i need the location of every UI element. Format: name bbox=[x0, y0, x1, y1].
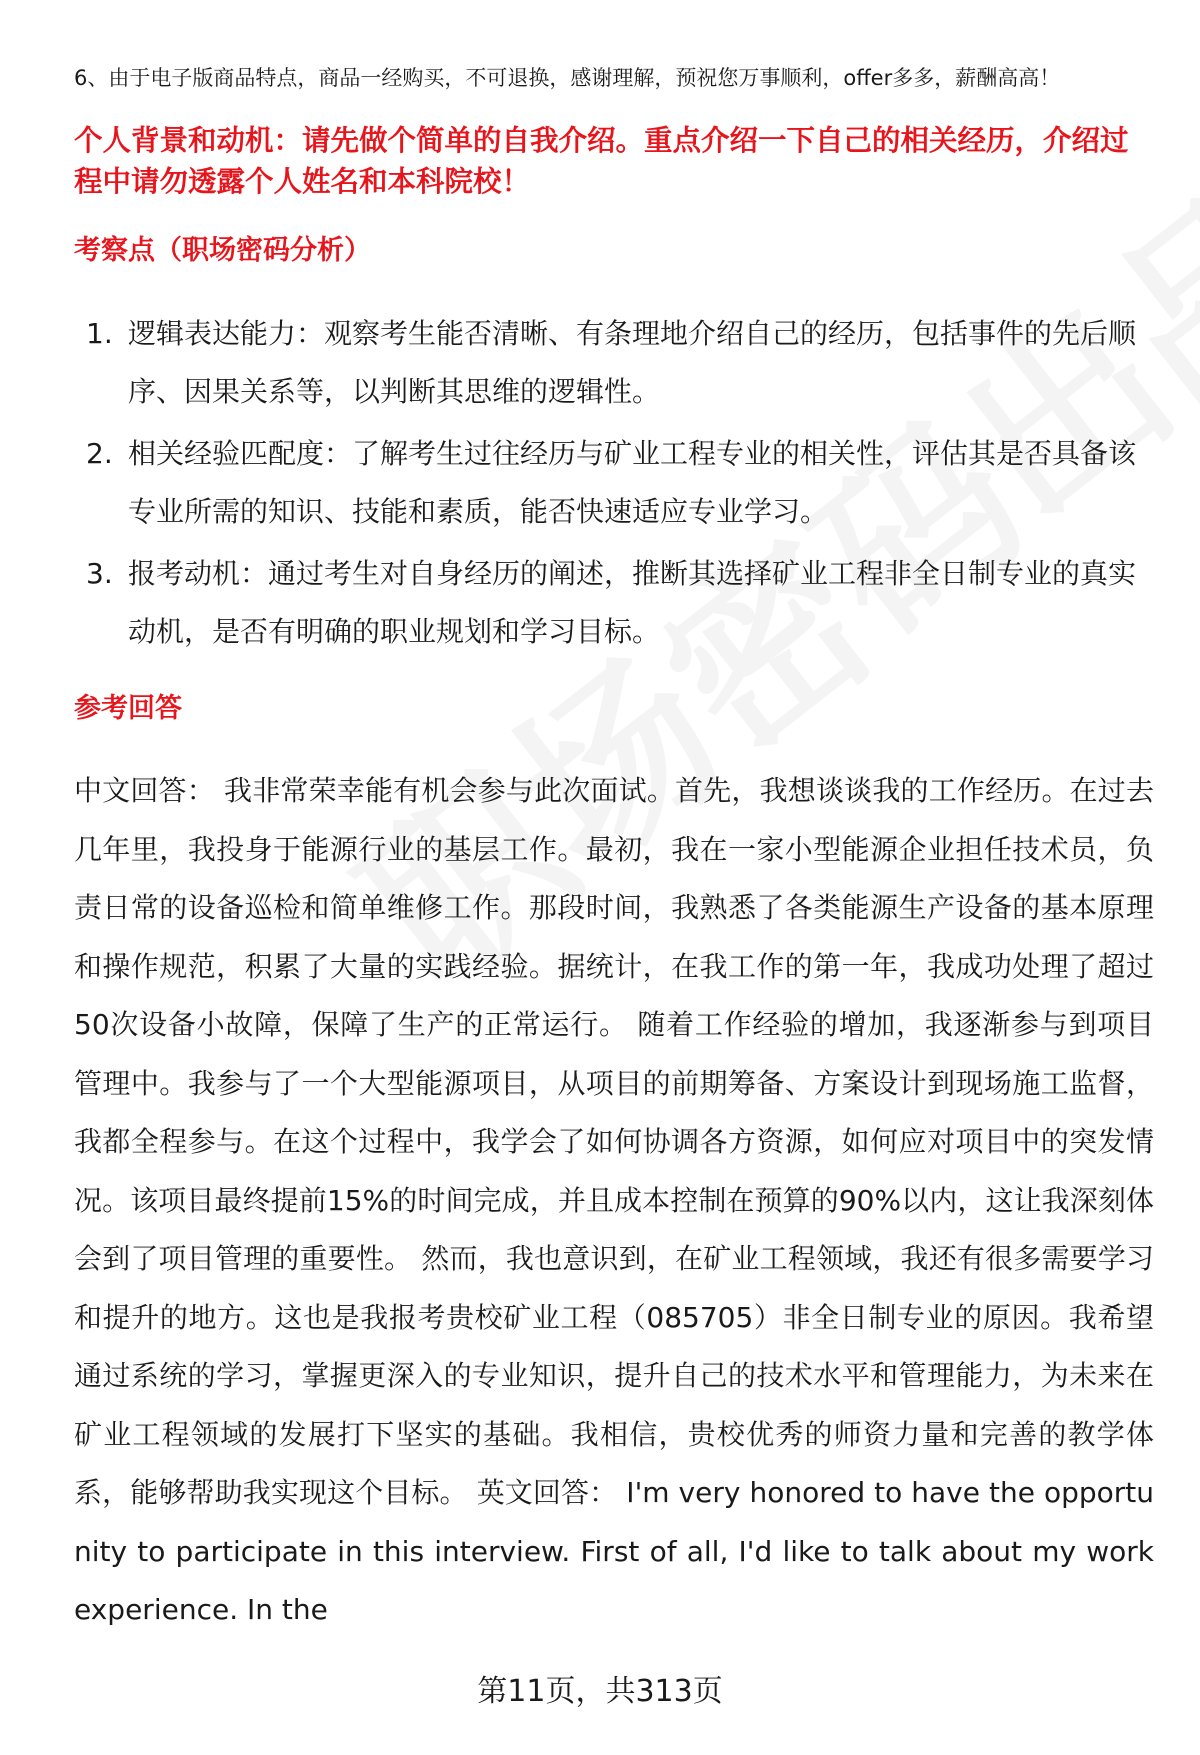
list-item-number: 1. bbox=[86, 317, 113, 350]
interview-question: 个人背景和动机：请先做个简单的自我介绍。重点介绍一下自己的相关经历，介绍过程中请勿透露个人姓名和本科院校！ bbox=[74, 124, 1129, 198]
page-number: 第11页，共313页 bbox=[477, 1674, 723, 1709]
purchase-notice: 6、由于电子版商品特点，商品一经购买，不可退换，感谢理解，预祝您万事顺利，offer多多，薪酬高高！ bbox=[74, 66, 1061, 90]
assessment-section-title: 考察点（职场密码分析） bbox=[74, 235, 371, 266]
reference-answer-title: 参考回答 bbox=[74, 693, 182, 724]
list-item bbox=[74, 545, 1154, 661]
reference-answer-body: 中文回答： 我非常荣幸能有机会参与此次面试。首先，我想谈谈我的工作经历。在过去几年里，我投身于能源行业的基层工作。最初，我在一家小型能源企业担任技术员，负责日常的设备巡检和简单维修工作。那段时间，我熟悉了各类能源生产设备的基本原理和操作规范，积累了大量的实践经验。据统计，在我工作的第一年，我成功处理了超过50次设备小故障，保障了生产的正常运行。 随着工作经验的增加，我逐渐参与到项目管理中。我参与了一个大型能源项目，从项目的前期筹备、方案设计到现场施工监督，我都全程参与。在这个过程中，我学会了如何协调各方资源，如何应对项目中的突发情况。该项目最终提前15%的时间完成，并且成本控制在预算的90%以内，这让我深刻体会到了项目管理的重要性。 然而，我也意识到，在矿业工程领域，我还有很多需要学习和提升的地方。这也是我报考贵校矿业工程（085705）非全日制专业的原因。我希望通过系统的学习，掌握更深入的专业知识，提升自己的技术水平和管理能力，为未来在矿业工程领域的发展打下坚实的基础。我相信，贵校优秀的师资力量和完善的教学体系，能够帮助我实现这个目标。 英文回答： I'm very honored to have the opportunity to participate in this interview. First of all, I'd like to talk about my work experience. In the bbox=[74, 774, 1154, 1626]
list-item-text: 相关经验匹配度：了解考生过往经历与矿业工程专业的相关性，评估其是否具备该专业所需的知识、技能和素质，能否快速适应专业学习。 bbox=[128, 437, 1137, 528]
list-item-text: 逻辑表达能力：观察考生能否清晰、有条理地介绍自己的经历，包括事件的先后顺序、因果关系等，以判断其思维的逻辑性。 bbox=[128, 317, 1137, 408]
list-item-number: 2. bbox=[86, 437, 113, 470]
list-item-number: 3. bbox=[86, 557, 113, 590]
list-item bbox=[74, 305, 1154, 421]
list-item bbox=[74, 425, 1154, 541]
list-item-text: 报考动机：通过考生对自身经历的阐述，推断其选择矿业工程非全日制专业的真实动机，是否有明确的职业规划和学习目标。 bbox=[128, 557, 1137, 648]
assessment-list bbox=[74, 305, 1154, 665]
